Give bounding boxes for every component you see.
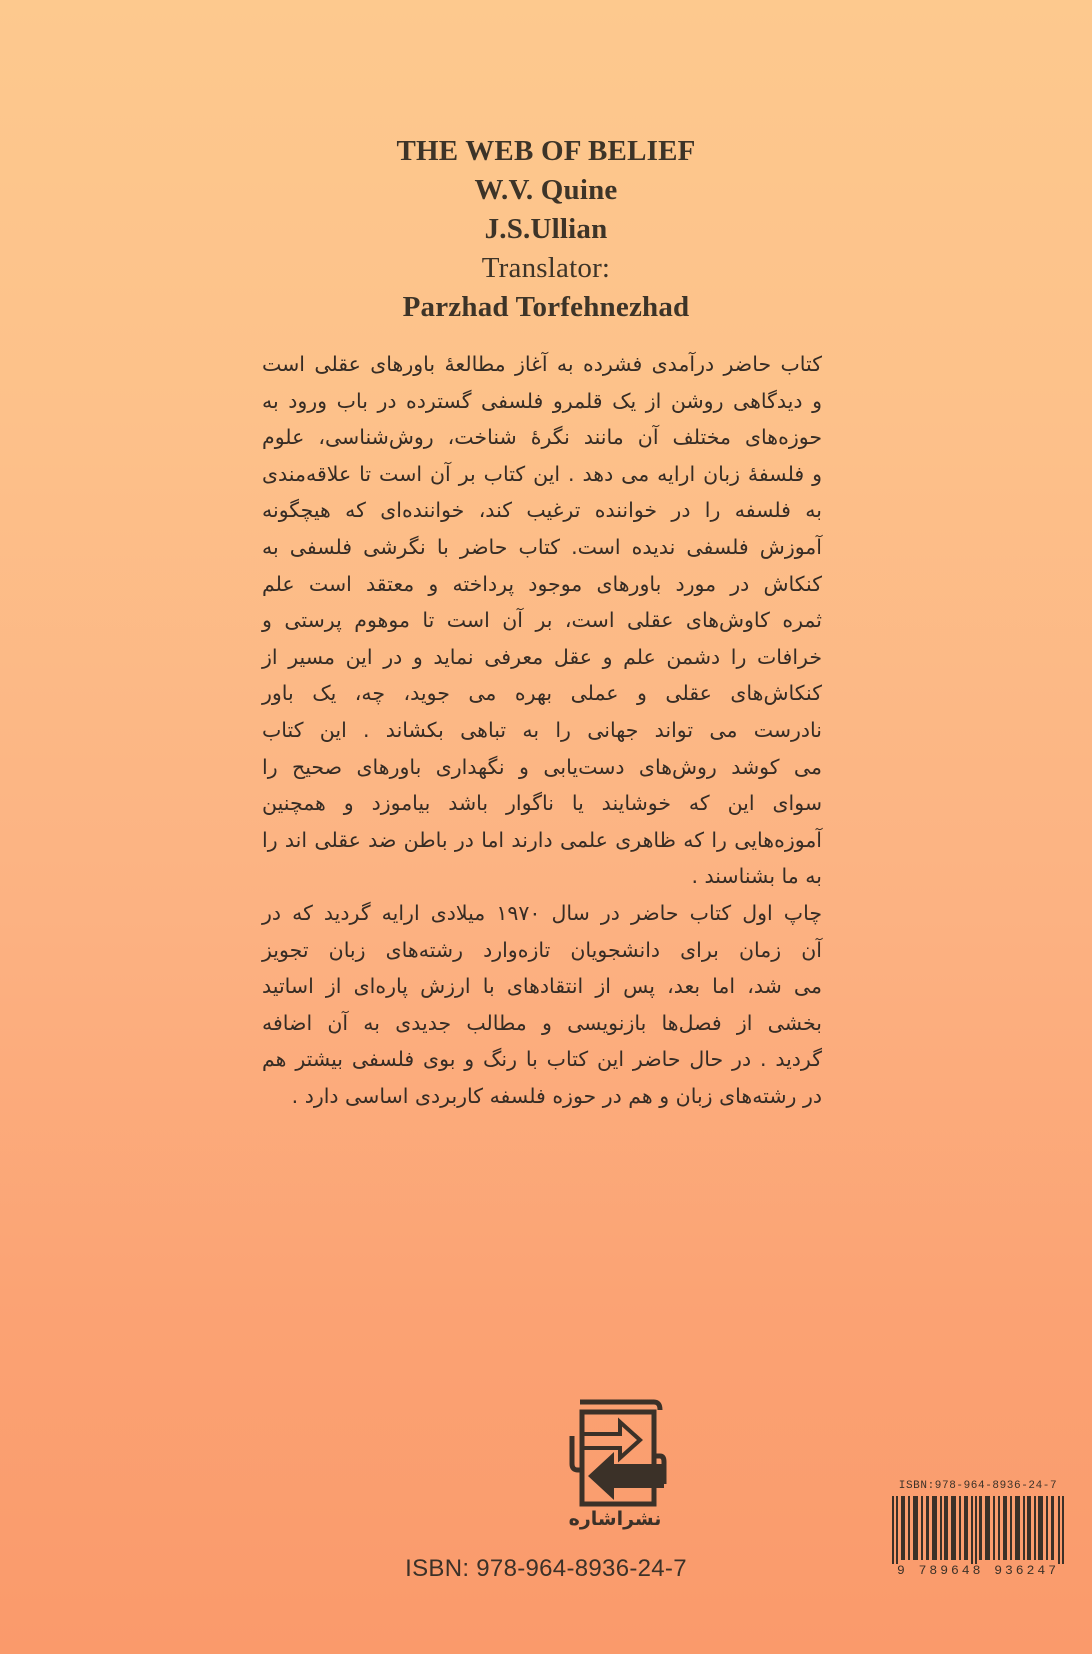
author-2: J.S.Ullian bbox=[484, 213, 608, 245]
barcode-isbn-label: ISBN:978-964-8936-24-7 bbox=[898, 1480, 1058, 1492]
text-line: در رشته‌های زبان و هم در حوزه فلسفه کاربردی اساسی دارد . bbox=[291, 1083, 822, 1108]
book-arrows-logo-icon bbox=[568, 1392, 668, 1512]
title-block bbox=[0, 132, 1092, 327]
text-line: خرافات را دشمن علم و عقل معرفی نماید و در این مسیر از bbox=[262, 644, 822, 669]
text-line: بخشی از فصل‌ها بازنویسی و مطالب جدیدی به آن اضافه bbox=[262, 1010, 822, 1035]
description-paragraph-1 bbox=[262, 346, 822, 895]
author-1: W.V. Quine bbox=[474, 174, 618, 206]
text-line: حوزه‌های مختلف آن مانند نگرهٔ شناخت، روش‌شناسی، علوم bbox=[262, 425, 822, 450]
text-line: کنکاش در مورد باورهای موجود پرداخته و معتقد است علم bbox=[262, 571, 822, 596]
text-line: آموزش فلسفی ندیده است. کتاب حاضر با نگرشی فلسفی به bbox=[262, 534, 822, 559]
text-line: آن زمان برای دانشجویان تازه‌وارد رشته‌های زبان تجویز bbox=[262, 937, 822, 962]
translator-name: Parzhad Torfehnezhad bbox=[402, 291, 690, 323]
text-line: به ما بشناسند . bbox=[691, 864, 822, 889]
text-line: کنکاش‌های عقلی و عملی بهره می جوید، چه، یک باور bbox=[262, 681, 822, 706]
text-line: چاپ اول کتاب حاضر در سال ۱۹۷۰ میلادی ارایه گردید که در bbox=[262, 900, 822, 925]
text-line: به فلسفه را در خواننده ترغیب کند، خواننده‌ای که هیچگونه bbox=[262, 498, 822, 523]
text-line: آموزه‌هایی را که ظاهری علمی دارند اما در باطن ضد عقلی اند را bbox=[262, 827, 822, 852]
text-line: و فلسفهٔ زبان ارایه می دهد . این کتاب بر آن است تا علاقه‌مندی bbox=[262, 461, 822, 486]
description-text bbox=[262, 346, 822, 1114]
description-paragraph-2 bbox=[262, 895, 822, 1115]
text-line: نادرست می تواند جهانی را به تباهی بکشاند . این کتاب bbox=[262, 717, 822, 742]
text-line: می شد، اما بعد، پس از انتقادهای با ارزش پاره‌ای از اساتید bbox=[262, 974, 822, 999]
book-title: THE WEB OF BELIEF bbox=[396, 135, 696, 167]
text-line: سوای این که خوشایند یا ناگوار باشد بیاموزد و همچنین bbox=[262, 791, 822, 816]
translator-label: Translator: bbox=[481, 252, 611, 284]
barcode-icon bbox=[878, 1478, 1078, 1568]
text-line: کتاب حاضر درآمدی فشرده به آغاز مطالعهٔ باورهای عقلی است bbox=[262, 352, 822, 376]
publisher-name: نشراشاره bbox=[568, 1508, 662, 1530]
isbn-label: ISBN: 978-964-8936-24-7 bbox=[405, 1555, 687, 1582]
text-line: می کوشد روش‌های دست‌یابی و نگهداری باورهای صحیح را bbox=[262, 754, 822, 779]
text-line: و دیدگاهی روشن از یک قلمرو فلسفی گسترده در باب ورود به bbox=[262, 388, 822, 413]
text-line: ثمره کاوش‌های عقلی است، بر آن است تا موهوم پرستی و bbox=[262, 608, 822, 633]
text-line: گردید . در حال حاضر این کتاب با رنگ و بوی فلسفی بیشتر هم bbox=[262, 1047, 822, 1072]
barcode-digits: 9 789648 936247 bbox=[896, 1563, 1060, 1578]
